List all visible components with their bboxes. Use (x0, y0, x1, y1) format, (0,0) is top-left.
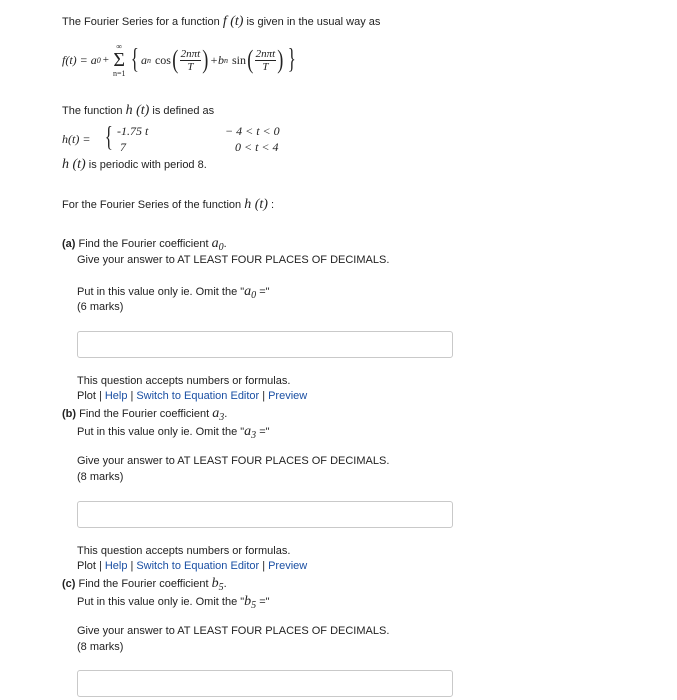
part-b-instruction: Give your answer to AT LEAST FOUR PLACES OF DECIMALS. (77, 455, 390, 467)
case2-expression: 7 (120, 140, 126, 154)
part-c-accepts-text: This question accepts numbers or formulas. (77, 545, 291, 557)
part-b-label: (b) (62, 408, 77, 420)
cos-frac-den: T (187, 60, 194, 73)
part-b-preview-link[interactable]: Preview (268, 390, 308, 402)
sin-frac-num: 2nπt (255, 47, 276, 60)
definition-line (62, 103, 214, 119)
separator: | (98, 560, 102, 572)
part-c-help-link[interactable]: Help (104, 560, 128, 572)
left-paren: ( (172, 45, 179, 74)
part-a-put-line (77, 284, 270, 301)
right-brace: } (287, 44, 296, 75)
piecewise-lhs: h(t) = (62, 132, 91, 146)
part-c-equation-editor-link[interactable]: Switch to Equation Editor (136, 560, 260, 572)
sum-symbol: Σ (113, 49, 126, 71)
separator: | (98, 390, 102, 402)
part-a-period: . (223, 238, 227, 250)
part-c-put-text: Put in this value only ie. Omit the " (77, 596, 245, 608)
part-b-equation-editor-link[interactable]: Switch to Equation Editor (136, 390, 260, 402)
part-a-put-sub: 0 (251, 290, 257, 301)
part-a-instruction: Give your answer to AT LEAST FOUR PLACES OF DECIMALS. (77, 254, 390, 266)
part-c-label: (c) (62, 578, 76, 590)
part-c-coef: b (211, 576, 219, 591)
intro-func: f (t) (222, 14, 244, 29)
sum-top: ∞ (116, 42, 123, 51)
part-c-period: . (223, 578, 227, 590)
part-b-put-end: =" (256, 426, 270, 438)
sum-bottom: n=1 (112, 69, 126, 78)
formula-plus: + (102, 54, 109, 66)
sin-fraction (255, 48, 277, 73)
part-a-put-coef: a (244, 284, 252, 299)
formula-cos: cos (154, 52, 171, 67)
part-b-tool-links (77, 390, 307, 402)
cos-fraction (180, 48, 202, 73)
cos-frac-num: 2nπt (180, 47, 201, 60)
case1-expression: -1.75 t (117, 124, 149, 138)
part-b-help-link[interactable]: Help (104, 390, 128, 402)
part-c-marks: (8 marks) (77, 641, 124, 653)
part-a-coef: a (211, 236, 219, 251)
formula-sin: sin (231, 52, 246, 67)
part-a-prompt (62, 236, 227, 253)
separator: | (262, 390, 266, 402)
periodic-text: is periodic with period 8. (88, 159, 207, 171)
right-paren: ) (202, 45, 209, 74)
formula-bn-sub: n (223, 55, 228, 65)
formula-an-sub: n (146, 55, 151, 65)
part-b-put-sub: 3 (251, 430, 257, 441)
formula-a0-sub: 0 (96, 55, 101, 65)
part-a-prompt-text: Find the Fourier coefficient (78, 238, 209, 250)
part-c-coef-sub: 5 (218, 582, 224, 593)
part-c-put-end: =" (256, 596, 270, 608)
part-b-coef-sub: 3 (219, 412, 225, 423)
part-c-plot-link[interactable]: Plot (77, 560, 96, 572)
part-b-prompt-text: Find the Fourier coefficient (79, 408, 210, 420)
intro-text-end: is given in the usual way as (246, 16, 381, 28)
for-series-line (62, 197, 274, 213)
part-b-put-coef: a (244, 424, 252, 439)
definition-text-end: is defined as (152, 105, 215, 117)
part-c-put-coef: b (244, 594, 252, 609)
periodic-line (62, 157, 207, 173)
fourier-series-formula (62, 40, 298, 80)
right-paren-sin: ) (277, 45, 284, 74)
part-b-put-line (77, 424, 270, 441)
intro-text: The Fourier Series for a function (62, 16, 220, 28)
part-a-put-end: =" (256, 286, 270, 298)
part-b-answer-input[interactable] (77, 501, 453, 528)
part-c-prompt (62, 576, 227, 593)
part-c-put-sub: 5 (251, 600, 257, 611)
part-a-coef-sub: 0 (218, 242, 224, 253)
piecewise-brace: { (104, 122, 113, 153)
for-series-func: h (t) (244, 197, 268, 212)
definition-func: h (t) (125, 103, 150, 118)
formula-an: a (140, 52, 147, 67)
case1-condition: − 4 < t < 0 (225, 124, 280, 138)
periodic-func: h (t) (62, 157, 86, 172)
part-c-prompt-text: Find the Fourier coefficient (78, 578, 209, 590)
part-c-put-line (77, 594, 270, 611)
part-b-marks: (8 marks) (77, 471, 124, 483)
part-b-period: . (224, 408, 228, 420)
for-series-text: For the Fourier Series of the function (62, 199, 242, 211)
for-series-colon: : (271, 199, 275, 211)
part-a-label: (a) (62, 238, 76, 250)
part-c-instruction: Give your answer to AT LEAST FOUR PLACES OF DECIMALS. (77, 625, 390, 637)
part-b-put-text: Put in this value only ie. Omit the " (77, 426, 245, 438)
definition-text: The function (62, 105, 123, 117)
left-brace: { (130, 44, 139, 75)
separator: | (130, 560, 134, 572)
formula-plus-bn: +b (209, 52, 224, 67)
formula-lhs: f(t) = a (62, 52, 97, 67)
part-b-prompt (62, 406, 227, 423)
part-c-tool-links (77, 560, 307, 572)
part-a-answer-input[interactable] (77, 331, 453, 358)
part-c-preview-link[interactable]: Preview (268, 560, 308, 572)
part-b-coef: a (212, 406, 220, 421)
part-b-plot-link[interactable]: Plot (77, 390, 96, 402)
separator: | (130, 390, 134, 402)
part-c-answer-input[interactable] (77, 670, 453, 697)
left-paren-sin: ( (247, 45, 254, 74)
separator: | (262, 560, 266, 572)
sin-frac-den: T (262, 60, 269, 73)
part-b-accepts-text: This question accepts numbers or formulas. (77, 375, 291, 387)
part-a-put-text: Put in this value only ie. Omit the " (77, 286, 245, 298)
case2-condition: 0 < t < 4 (235, 140, 279, 154)
part-a-marks: (6 marks) (77, 301, 124, 313)
summation-symbol (113, 42, 126, 78)
intro-line (62, 14, 380, 30)
